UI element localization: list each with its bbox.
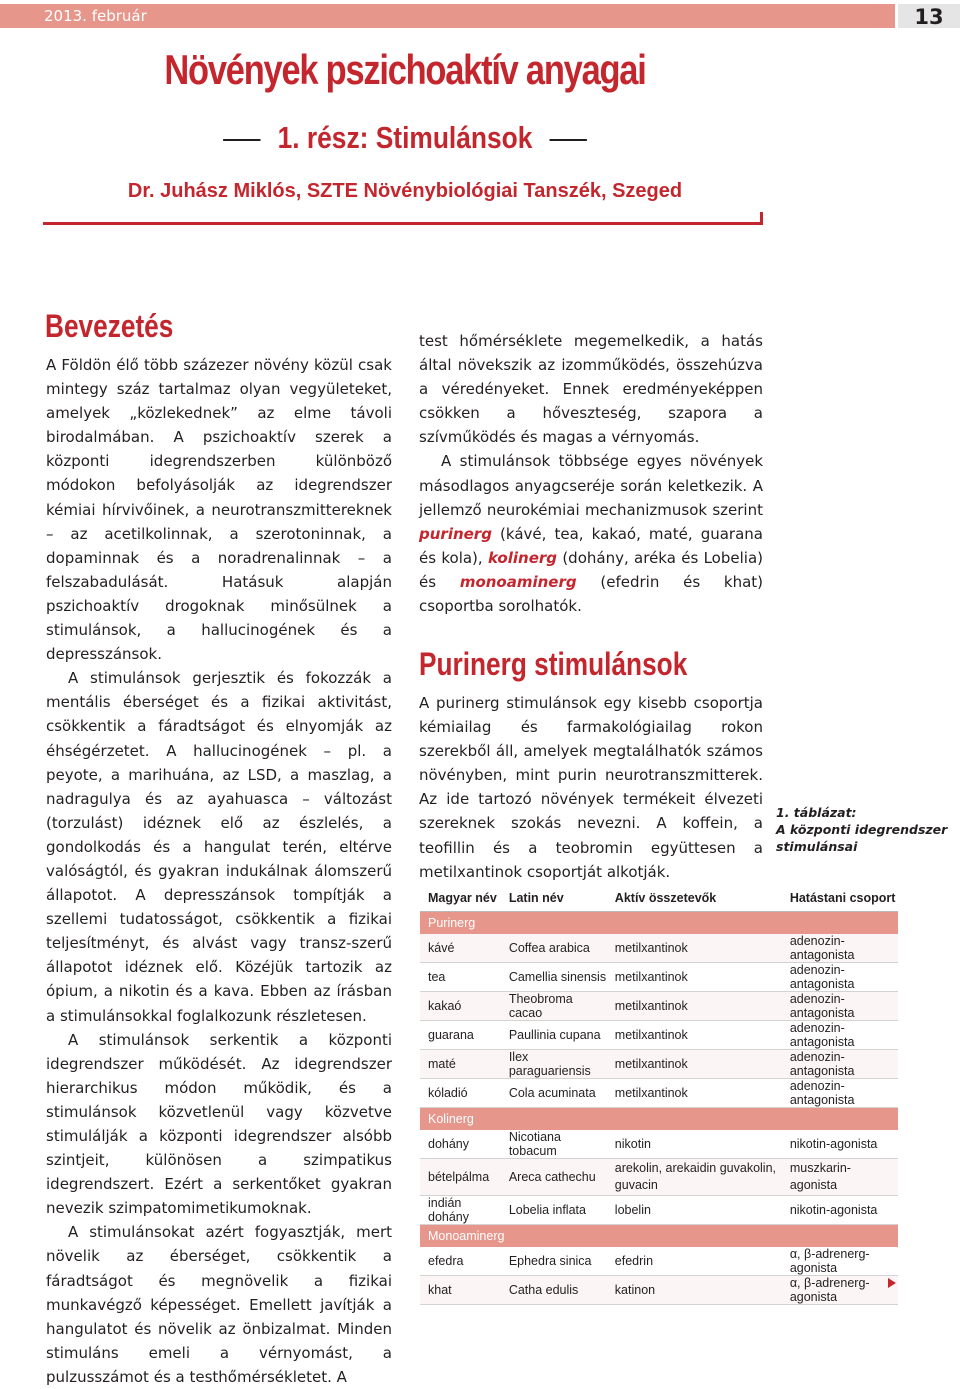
term-monoaminerg: monoaminerg (459, 572, 577, 591)
table-cell: Cola acuminata (501, 1079, 607, 1108)
text-run: A stimulánsok többsége egyes növények másodlagos anyagcseréje során keletkezik. A jellemző neurokémiai mechanizmusok szerint (419, 452, 763, 519)
table-cell: α, β-adrenerg-agonista (782, 1276, 898, 1305)
section-heading-purinerg: Purinerg stimulánsok (419, 646, 688, 682)
table-cell: kóladió (420, 1079, 501, 1108)
column-header: Hatástani csoport (782, 885, 898, 912)
table-cell: Ephedra sinica (501, 1247, 607, 1276)
group-label: Monoaminerg (420, 1225, 898, 1248)
right-column-continued (419, 691, 763, 884)
table-cell: maté (420, 1050, 501, 1079)
table-cell: adenozin-antagonista (782, 1021, 898, 1050)
paragraph: test hőmérséklete megemelkedik, a hatás által növekszik az izomműködés, összehúzva a véredényeket. Ennek eredményeképpen csökken a hőveszteség, szapora a szívműködés és magas a vérnyomás. (419, 332, 763, 447)
table-cell: metilxantinok (607, 1079, 782, 1108)
table-cell: guarana (420, 1021, 501, 1050)
left-column (46, 353, 392, 1389)
table-cell: adenozin-antagonista (782, 963, 898, 992)
group-label: Purinerg (420, 912, 898, 935)
section-heading-intro: Bevezetés (45, 308, 174, 344)
table-caption (776, 804, 956, 855)
title-rule-tick (760, 212, 763, 224)
table-group-row (420, 1108, 898, 1131)
table-row (420, 1159, 898, 1196)
table-cell: adenozin-antagonista (782, 992, 898, 1021)
table-row (420, 1050, 898, 1079)
table-cell: Nicotiana tobacum (501, 1130, 607, 1159)
table-cell: metilxantinok (607, 1050, 782, 1079)
author-line: Dr. Juhász Miklós, SZTE Növénybiológiai Tanszék, Szeged (127, 180, 683, 202)
table-cell: kakaó (420, 992, 501, 1021)
table-cell: efedra (420, 1247, 501, 1276)
table-cell: metilxantinok (607, 934, 782, 963)
article-title: Növények pszichoaktív anyagai (164, 46, 646, 93)
table-cell: Ilex paraguariensis (501, 1050, 607, 1079)
table-cell: nikotin-agonista (782, 1130, 898, 1159)
table-row (420, 992, 898, 1021)
table-cell: tea (420, 963, 501, 992)
column-header: Magyar név (420, 885, 501, 912)
table-cell: muszkarin-agonista (782, 1159, 898, 1196)
table-row (420, 1021, 898, 1050)
subtitle-text: 1. rész: Stimulánsok (277, 120, 533, 155)
paragraph: A purinerg stimulánsok egy kisebb csoportja kémiailag és farmakológiailag rokon szerekből áll, amelyek megtalálhatók számos növényben, mint purin neurotranszmitterek. Az ide tartozó növények termékeit élvezeti szereknek szokás nevezni. A koffein, a teofillin és a teobromin együttesen a metilxantinok csoportját alkotják. (419, 694, 763, 881)
column-header: Latin név (501, 885, 607, 912)
term-purinerg: purinerg (419, 524, 492, 543)
table-cell: kávé (420, 934, 501, 963)
issue-date: 2013. február (0, 4, 895, 28)
table-cell: lobelin (607, 1196, 782, 1225)
paragraph: A Földön élő több százezer növény közül csak mintegy száz tartalmaz olyan vegyületeket, amelyek „közlekednek” az elme távoli birodalmában. A pszichoaktív szerek a központi idegrendszerben különböző módokon befolyásolják az idegrendszer kémiai hírvivőinek, a neurotranszmittereknek – az acetilkolinnak, a szerotoninnak, a dopaminnak és a noradrenalinnak – a felszabadulását. Hatásuk alapján pszichoaktív drogoknak minősülnek a stimulánsok, a hallucinogének és a depresszánsok. (46, 356, 392, 664)
text-run: (kávé, tea, kakaó, maté, guarana és kola), (419, 524, 763, 567)
paragraph (419, 449, 763, 618)
page-header (0, 0, 960, 28)
group-label: Kolinerg (420, 1108, 898, 1131)
table-cell: khat (420, 1276, 501, 1305)
continue-arrow-icon (888, 1278, 896, 1288)
table-body (420, 912, 898, 1305)
table-row (420, 1247, 898, 1276)
dash-right (549, 139, 586, 141)
table-cell: α, β-adrenerg-agonista (782, 1247, 898, 1276)
table-cell: katinon (607, 1276, 782, 1305)
paragraph: A stimulánsok gerjesztik és fokozzák a mentális éberséget és a fizikai aktivitást, csökkentik a fáradtságot és elnyomják az éhségérzetet. A hallucinogének – pl. a peyote, a marihuána, az LSD, a maszlag, a nadragulya és az ayahuasca – változást (torzulást) idéznek elő az észlelés, a gondolkodás és a hangulat terén, eltérve valóságtól, és gyakran indukálnak álomszerű állapotot. A depresszánsok tompítják a szellemi tudatosságot, csökkentik a fizikai teljesítményt, és alvást vagy transz-szerű állapotot idéznek elő. Közéjük tartozik az ópium, a nikotin és a kava. Ebben az írásban a stimulánsokkal foglalkozunk részletesen. (46, 669, 392, 1025)
table-cell: metilxantinok (607, 963, 782, 992)
table-group-row (420, 1225, 898, 1248)
table-cell: Paullinia cupana (501, 1021, 607, 1050)
table-cell: metilxantinok (607, 992, 782, 1021)
text-run: (efedrin és khat) csoportba sorolhatók. (419, 572, 764, 616)
table-row (420, 1079, 898, 1108)
table-cell: indián dohány (420, 1196, 501, 1225)
table-cell: arekolin, arekaidin guvakolin, guvacin (607, 1159, 782, 1196)
dash-left (223, 139, 260, 141)
paragraph: A stimulánsokat azért fogyasztják, mert növelik az éberséget, csökkentik a fáradtságot és megnövelik a fizikai munkavégző képességet. Emellett javítják a hangulatot és növelik az önbizalmat. Minden stimuláns emeli a vérnyomást, a pulzusszámot és a testhőmérsékletet. A (46, 1223, 392, 1386)
table-cell: bételpálma (420, 1159, 501, 1196)
table-row (420, 1196, 898, 1225)
table-cell: Theobroma cacao (501, 992, 607, 1021)
paragraph: A stimulánsok serkentik a központi idegrendszer működését. Az idegrendszer hierarchikus módon működik, és a stimulánsok közvetlenül vagy közvetve stimulálják a központi idegrendszer alsóbb szintjeit, különösen a szimpatikus idegrendszert. Ezért a serkentőket gyakran nevezik szimpatomimetikumoknak. (46, 1030, 392, 1218)
article-subtitle (61, 120, 750, 156)
stimulants-table (420, 885, 898, 1305)
table-cell: metilxantinok (607, 1021, 782, 1050)
table-header-row (420, 885, 898, 912)
table-cell: Catha edulis (501, 1276, 607, 1305)
table-row (420, 934, 898, 963)
table-row (420, 963, 898, 992)
table-cell: Coffea arabica (501, 934, 607, 963)
page-number: 13 (898, 4, 960, 28)
table-group-row (420, 912, 898, 935)
right-column (419, 329, 763, 618)
table-cell: dohány (420, 1130, 501, 1159)
table-cell: efedrin (607, 1247, 782, 1276)
column-header: Aktív összetevők (607, 885, 782, 912)
table-cell: adenozin-antagonista (782, 934, 898, 963)
table-cell: nikotin-agonista (782, 1196, 898, 1225)
table-cell: nikotin (607, 1130, 782, 1159)
table-cell: Areca cathechu (501, 1159, 607, 1196)
term-kolinerg: kolinerg (487, 548, 558, 567)
table-row (420, 1130, 898, 1159)
caption-text: A központi idegrendszer stimulánsai (776, 822, 948, 854)
table-cell: Camellia sinensis (501, 963, 607, 992)
table-cell: adenozin-antagonista (782, 1079, 898, 1108)
table-cell: adenozin-antagonista (782, 1050, 898, 1079)
text-run: (dohány, aréka és Lobelia) és (419, 548, 763, 591)
table-row (420, 1276, 898, 1305)
caption-number: 1. táblázat: (776, 805, 857, 820)
title-rule (43, 222, 763, 225)
table-cell: Lobelia inflata (501, 1196, 607, 1225)
